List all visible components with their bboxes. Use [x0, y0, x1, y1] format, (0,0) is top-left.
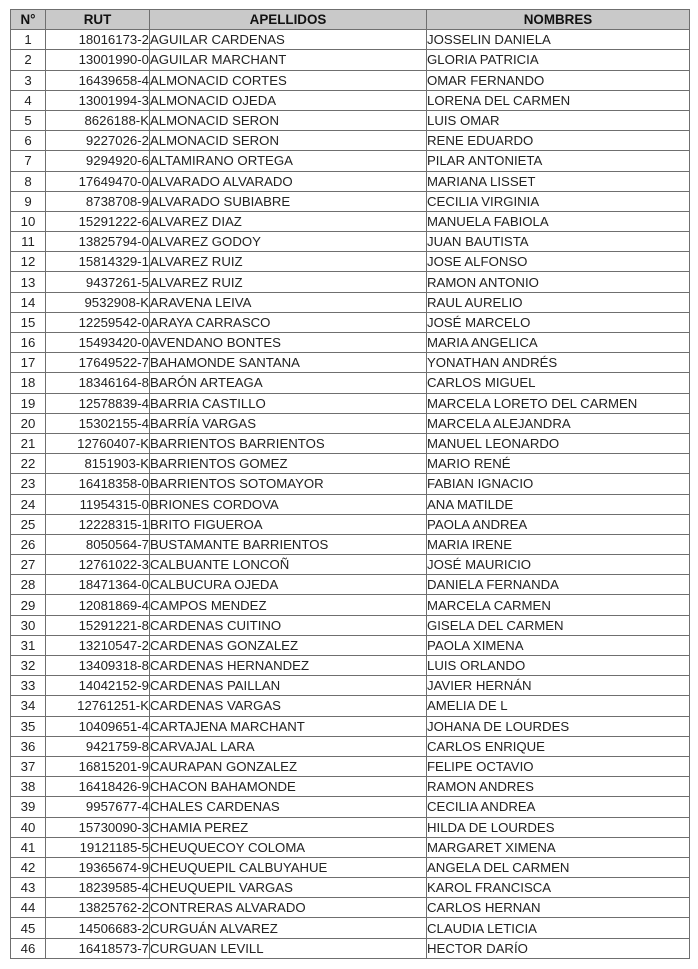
cell-apellidos: CAMPOS MENDEZ — [150, 595, 427, 615]
table-row — [11, 474, 690, 494]
table-row — [11, 514, 690, 534]
table-row — [11, 777, 690, 797]
cell-apellidos: CURGUAN LEVILL — [150, 938, 427, 958]
cell-nombres: HECTOR DARÍO — [427, 938, 690, 958]
cell-num: 7 — [11, 151, 46, 171]
cell-rut: 8738708-9 — [46, 191, 150, 211]
cell-rut: 15302155-4 — [46, 413, 150, 433]
cell-nombres: RENE EDUARDO — [427, 131, 690, 151]
cell-num: 30 — [11, 615, 46, 635]
table-row — [11, 837, 690, 857]
cell-num: 28 — [11, 575, 46, 595]
table-row — [11, 211, 690, 231]
cell-rut: 19121185-5 — [46, 837, 150, 857]
cell-apellidos: CHACON BAHAMONDE — [150, 777, 427, 797]
cell-nombres: JOSÉ MAURICIO — [427, 555, 690, 575]
cell-num: 26 — [11, 534, 46, 554]
cell-rut: 8050564-7 — [46, 534, 150, 554]
cell-num: 11 — [11, 232, 46, 252]
cell-num: 43 — [11, 878, 46, 898]
table-row — [11, 575, 690, 595]
cell-rut: 12081869-4 — [46, 595, 150, 615]
cell-num: 33 — [11, 676, 46, 696]
cell-nombres: MARIANA LISSET — [427, 171, 690, 191]
cell-nombres: JAVIER HERNÁN — [427, 676, 690, 696]
cell-nombres: GISELA DEL CARMEN — [427, 615, 690, 635]
cell-nombres: CARLOS ENRIQUE — [427, 736, 690, 756]
cell-apellidos: CHEUQUECOY COLOMA — [150, 837, 427, 857]
cell-rut: 9532908-K — [46, 292, 150, 312]
cell-apellidos: BRITO FIGUEROA — [150, 514, 427, 534]
cell-nombres: MARIA ANGELICA — [427, 333, 690, 353]
table-row — [11, 353, 690, 373]
cell-rut: 9421759-8 — [46, 736, 150, 756]
cell-apellidos: CARDENAS PAILLAN — [150, 676, 427, 696]
cell-num: 16 — [11, 333, 46, 353]
cell-rut: 17649470-0 — [46, 171, 150, 191]
cell-rut: 16418358-0 — [46, 474, 150, 494]
cell-rut: 15814329-1 — [46, 252, 150, 272]
cell-apellidos: ARAVENA LEIVA — [150, 292, 427, 312]
table-row — [11, 50, 690, 70]
cell-apellidos: CAURAPAN GONZALEZ — [150, 756, 427, 776]
cell-rut: 15493420-0 — [46, 333, 150, 353]
cell-apellidos: BARRIENTOS SOTOMAYOR — [150, 474, 427, 494]
cell-nombres: KAROL FRANCISCA — [427, 878, 690, 898]
cell-num: 39 — [11, 797, 46, 817]
cell-nombres: LORENA DEL CARMEN — [427, 90, 690, 110]
table-row — [11, 534, 690, 554]
cell-nombres: GLORIA PATRICIA — [427, 50, 690, 70]
cell-num: 19 — [11, 393, 46, 413]
cell-apellidos: CARDENAS VARGAS — [150, 696, 427, 716]
cell-num: 3 — [11, 70, 46, 90]
cell-nombres: CECILIA VIRGINIA — [427, 191, 690, 211]
cell-rut: 16815201-9 — [46, 756, 150, 776]
cell-num: 9 — [11, 191, 46, 211]
cell-nombres: ANGELA DEL CARMEN — [427, 857, 690, 877]
cell-apellidos: AGUILAR MARCHANT — [150, 50, 427, 70]
cell-apellidos: CHEUQUEPIL VARGAS — [150, 878, 427, 898]
header-rut: RUT — [46, 10, 150, 30]
cell-apellidos: CALBUCURA OJEDA — [150, 575, 427, 595]
cell-rut: 16418426-9 — [46, 777, 150, 797]
cell-rut: 9437261-5 — [46, 272, 150, 292]
cell-num: 37 — [11, 756, 46, 776]
table-row — [11, 716, 690, 736]
table-row — [11, 131, 690, 151]
cell-apellidos: ALVARADO ALVARADO — [150, 171, 427, 191]
cell-apellidos: ALVAREZ RUIZ — [150, 252, 427, 272]
cell-rut: 13001994-3 — [46, 90, 150, 110]
cell-nombres: PAOLA ANDREA — [427, 514, 690, 534]
cell-rut: 18346164-8 — [46, 373, 150, 393]
cell-num: 1 — [11, 30, 46, 50]
cell-nombres: RAUL AURELIO — [427, 292, 690, 312]
cell-rut: 13210547-2 — [46, 635, 150, 655]
cell-num: 31 — [11, 635, 46, 655]
table-row — [11, 918, 690, 938]
table-header-row — [11, 10, 690, 30]
cell-num: 23 — [11, 474, 46, 494]
cell-rut: 12578839-4 — [46, 393, 150, 413]
cell-rut: 8151903-K — [46, 454, 150, 474]
table-row — [11, 30, 690, 50]
cell-num: 42 — [11, 857, 46, 877]
cell-num: 25 — [11, 514, 46, 534]
table-row — [11, 433, 690, 453]
cell-apellidos: AVENDANO BONTES — [150, 333, 427, 353]
cell-num: 46 — [11, 938, 46, 958]
cell-nombres: JUAN BAUTISTA — [427, 232, 690, 252]
cell-nombres: CARLOS MIGUEL — [427, 373, 690, 393]
cell-rut: 10409651-4 — [46, 716, 150, 736]
cell-nombres: YONATHAN ANDRÉS — [427, 353, 690, 373]
cell-num: 35 — [11, 716, 46, 736]
cell-nombres: OMAR FERNANDO — [427, 70, 690, 90]
table-row — [11, 413, 690, 433]
cell-apellidos: CURGUÁN ALVAREZ — [150, 918, 427, 938]
cell-rut: 12259542-0 — [46, 312, 150, 332]
cell-rut: 16418573-7 — [46, 938, 150, 958]
cell-apellidos: CARDENAS CUITINO — [150, 615, 427, 635]
cell-num: 15 — [11, 312, 46, 332]
cell-nombres: RAMON ANDRES — [427, 777, 690, 797]
cell-rut: 18239585-4 — [46, 878, 150, 898]
table-row — [11, 90, 690, 110]
cell-num: 27 — [11, 555, 46, 575]
table-row — [11, 171, 690, 191]
cell-nombres: CARLOS HERNAN — [427, 898, 690, 918]
cell-num: 12 — [11, 252, 46, 272]
cell-num: 6 — [11, 131, 46, 151]
cell-num: 18 — [11, 373, 46, 393]
table-row — [11, 756, 690, 776]
cell-nombres: LUIS ORLANDO — [427, 656, 690, 676]
cell-apellidos: BARRIENTOS GOMEZ — [150, 454, 427, 474]
cell-nombres: JOHANA DE LOURDES — [427, 716, 690, 736]
cell-num: 32 — [11, 656, 46, 676]
table-row — [11, 938, 690, 958]
cell-num: 44 — [11, 898, 46, 918]
cell-num: 22 — [11, 454, 46, 474]
cell-nombres: LUIS OMAR — [427, 110, 690, 130]
cell-rut: 12760407-K — [46, 433, 150, 453]
cell-nombres: HILDA DE LOURDES — [427, 817, 690, 837]
cell-num: 13 — [11, 272, 46, 292]
cell-num: 8 — [11, 171, 46, 191]
cell-nombres: MARIA IRENE — [427, 534, 690, 554]
table-row — [11, 333, 690, 353]
cell-nombres: MANUELA FABIOLA — [427, 211, 690, 231]
cell-apellidos: CONTRERAS ALVARADO — [150, 898, 427, 918]
cell-apellidos: CHAMIA PEREZ — [150, 817, 427, 837]
cell-nombres: JOSE ALFONSO — [427, 252, 690, 272]
table-row — [11, 252, 690, 272]
cell-nombres: CLAUDIA LETICIA — [427, 918, 690, 938]
table-row — [11, 232, 690, 252]
cell-num: 21 — [11, 433, 46, 453]
cell-rut: 9957677-4 — [46, 797, 150, 817]
cell-rut: 14042152-9 — [46, 676, 150, 696]
cell-apellidos: CHALES CARDENAS — [150, 797, 427, 817]
cell-rut: 13825762-2 — [46, 898, 150, 918]
cell-rut: 15730090-3 — [46, 817, 150, 837]
cell-rut: 9227026-2 — [46, 131, 150, 151]
cell-rut: 9294920-6 — [46, 151, 150, 171]
cell-nombres: MARCELA LORETO DEL CARMEN — [427, 393, 690, 413]
cell-apellidos: ALVAREZ RUIZ — [150, 272, 427, 292]
cell-nombres: MARCELA ALEJANDRA — [427, 413, 690, 433]
cell-apellidos: ALVAREZ GODOY — [150, 232, 427, 252]
cell-apellidos: BARRIA CASTILLO — [150, 393, 427, 413]
cell-nombres: MANUEL LEONARDO — [427, 433, 690, 453]
cell-rut: 15291221-8 — [46, 615, 150, 635]
cell-rut: 16439658-4 — [46, 70, 150, 90]
table-row — [11, 312, 690, 332]
cell-nombres: PAOLA XIMENA — [427, 635, 690, 655]
cell-rut: 12228315-1 — [46, 514, 150, 534]
table-row — [11, 595, 690, 615]
table-row — [11, 555, 690, 575]
table-row — [11, 635, 690, 655]
cell-apellidos: CARDENAS HERNANDEZ — [150, 656, 427, 676]
cell-num: 17 — [11, 353, 46, 373]
cell-apellidos: BARÓN ARTEAGA — [150, 373, 427, 393]
table-row — [11, 676, 690, 696]
table-row — [11, 736, 690, 756]
cell-num: 4 — [11, 90, 46, 110]
cell-num: 40 — [11, 817, 46, 837]
cell-nombres: JOSÉ MARCELO — [427, 312, 690, 332]
cell-num: 14 — [11, 292, 46, 312]
cell-nombres: MARCELA CARMEN — [427, 595, 690, 615]
cell-num: 24 — [11, 494, 46, 514]
cell-num: 36 — [11, 736, 46, 756]
table-row — [11, 817, 690, 837]
cell-apellidos: ALTAMIRANO ORTEGA — [150, 151, 427, 171]
table-row — [11, 393, 690, 413]
cell-nombres: JOSSELIN DANIELA — [427, 30, 690, 50]
cell-nombres: PILAR ANTONIETA — [427, 151, 690, 171]
cell-num: 10 — [11, 211, 46, 231]
cell-apellidos: BARRIENTOS BARRIENTOS — [150, 433, 427, 453]
cell-rut: 18471364-0 — [46, 575, 150, 595]
cell-num: 45 — [11, 918, 46, 938]
cell-nombres: ANA MATILDE — [427, 494, 690, 514]
cell-apellidos: CARTAJENA MARCHANT — [150, 716, 427, 736]
cell-nombres: FABIAN IGNACIO — [427, 474, 690, 494]
table-row — [11, 615, 690, 635]
cell-num: 38 — [11, 777, 46, 797]
table-row — [11, 797, 690, 817]
cell-nombres: AMELIA DE L — [427, 696, 690, 716]
table-row — [11, 151, 690, 171]
cell-num: 34 — [11, 696, 46, 716]
cell-apellidos: ALMONACID SERON — [150, 131, 427, 151]
cell-apellidos: AGUILAR CARDENAS — [150, 30, 427, 50]
cell-apellidos: BAHAMONDE SANTANA — [150, 353, 427, 373]
table-row — [11, 70, 690, 90]
cell-nombres: DANIELA FERNANDA — [427, 575, 690, 595]
cell-rut: 18016173-2 — [46, 30, 150, 50]
cell-apellidos: CALBUANTE LONCOÑ — [150, 555, 427, 575]
table-row — [11, 494, 690, 514]
cell-num: 41 — [11, 837, 46, 857]
cell-nombres: FELIPE OCTAVIO — [427, 756, 690, 776]
header-apellidos: APELLIDOS — [150, 10, 427, 30]
cell-apellidos: ALMONACID SERON — [150, 110, 427, 130]
table-row — [11, 191, 690, 211]
cell-rut: 14506683-2 — [46, 918, 150, 938]
cell-apellidos: CARVAJAL LARA — [150, 736, 427, 756]
cell-apellidos: BRIONES CORDOVA — [150, 494, 427, 514]
table-row — [11, 878, 690, 898]
cell-nombres: CECILIA ANDREA — [427, 797, 690, 817]
table-row — [11, 272, 690, 292]
cell-rut: 19365674-9 — [46, 857, 150, 877]
table-row — [11, 656, 690, 676]
header-num: N° — [11, 10, 46, 30]
cell-num: 29 — [11, 595, 46, 615]
cell-rut: 12761022-3 — [46, 555, 150, 575]
cell-apellidos: ALMONACID CORTES — [150, 70, 427, 90]
cell-num: 5 — [11, 110, 46, 130]
cell-apellidos: ARAYA CARRASCO — [150, 312, 427, 332]
table-row — [11, 110, 690, 130]
table-row — [11, 454, 690, 474]
cell-apellidos: CHEUQUEPIL CALBUYAHUE — [150, 857, 427, 877]
table-row — [11, 373, 690, 393]
cell-rut: 17649522-7 — [46, 353, 150, 373]
table-row — [11, 292, 690, 312]
cell-apellidos: BUSTAMANTE BARRIENTOS — [150, 534, 427, 554]
cell-rut: 13409318-8 — [46, 656, 150, 676]
roster-body — [11, 30, 690, 959]
cell-rut: 8626188-K — [46, 110, 150, 130]
cell-apellidos: CARDENAS GONZALEZ — [150, 635, 427, 655]
table-row — [11, 898, 690, 918]
cell-apellidos: ALMONACID OJEDA — [150, 90, 427, 110]
cell-apellidos: BARRÍA VARGAS — [150, 413, 427, 433]
cell-rut: 13825794-0 — [46, 232, 150, 252]
cell-rut: 15291222-6 — [46, 211, 150, 231]
cell-rut: 12761251-K — [46, 696, 150, 716]
header-nombres: NOMBRES — [427, 10, 690, 30]
roster-table — [10, 9, 690, 959]
cell-nombres: RAMON ANTONIO — [427, 272, 690, 292]
cell-num: 20 — [11, 413, 46, 433]
cell-rut: 11954315-0 — [46, 494, 150, 514]
cell-rut: 13001990-0 — [46, 50, 150, 70]
table-row — [11, 857, 690, 877]
cell-nombres: MARGARET XIMENA — [427, 837, 690, 857]
cell-apellidos: ALVAREZ DIAZ — [150, 211, 427, 231]
table-row — [11, 696, 690, 716]
cell-num: 2 — [11, 50, 46, 70]
cell-apellidos: ALVARADO SUBIABRE — [150, 191, 427, 211]
cell-nombres: MARIO RENÉ — [427, 454, 690, 474]
